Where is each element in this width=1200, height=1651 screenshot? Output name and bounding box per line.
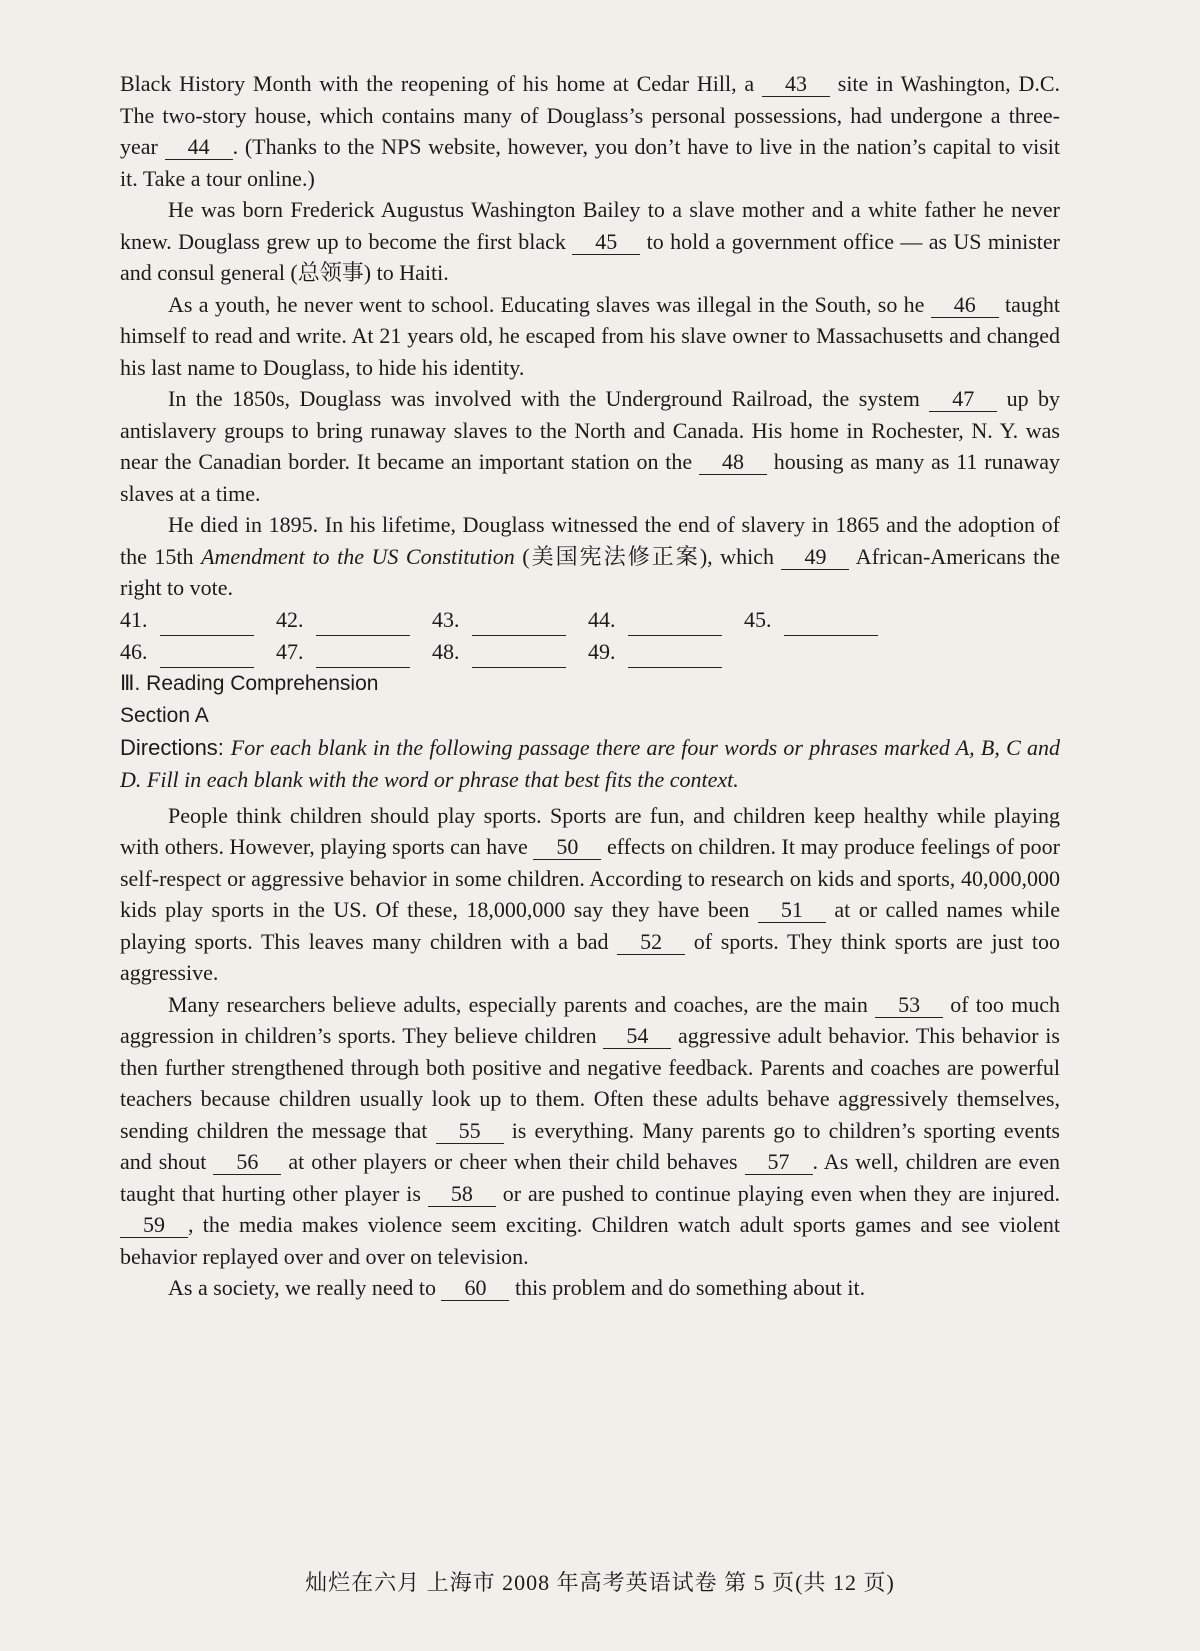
answer-slot — [588, 636, 744, 668]
answer-row-2 — [120, 636, 1060, 668]
text: As a society, we really need to — [168, 1275, 442, 1300]
paragraph-underground-railroad — [120, 383, 1060, 509]
answer-slot — [432, 604, 588, 636]
answer-slot — [588, 604, 744, 636]
blank-52: 52 — [617, 930, 685, 955]
text: . As well, children are even taught that hurting other player is — [120, 1149, 1061, 1206]
answer-number: 49. — [588, 639, 616, 664]
text: He was born Frederick Augustus Washington Bailey to a slave mother and a white father he never knew. Douglass grew up to become the first black — [120, 197, 1060, 254]
answer-line[interactable] — [316, 611, 410, 636]
directions-text: For each blank in the following passage there are four words or phrases marked A, B, C and D. Fill in each blank with the word or phrase that best fits the context. — [120, 734, 1060, 792]
text: up by antislavery groups to bring runaway slaves to the North and Canada. His home in Rochester, N. Y. was near the Canadian border. It became an important station on the — [120, 386, 1061, 474]
blank-47: 47 — [929, 387, 997, 412]
directions-label: Directions: — [120, 734, 231, 760]
text: , the media makes violence seem exciting. Children watch adult sports games and see violent behavior replayed over and over on television. — [120, 1212, 1060, 1269]
answer-number: 45. — [744, 607, 772, 632]
blank-57: 57 — [745, 1150, 813, 1175]
blank-56: 56 — [213, 1150, 281, 1175]
text: to hold a government office — as US minister and consul general (总领事) to Haiti. — [120, 228, 1060, 285]
answer-line[interactable] — [472, 611, 566, 636]
paragraph-douglass-youth — [120, 289, 1060, 384]
blank-50: 50 — [533, 835, 601, 860]
text: or are pushed to continue playing even when they are injured. — [495, 1180, 1061, 1206]
paragraph-sports-intro — [120, 800, 1060, 989]
section-heading: Ⅲ. Reading Comprehension — [120, 671, 379, 695]
paragraph-douglass-birth — [120, 194, 1060, 289]
answer-number: 46. — [120, 639, 148, 664]
page-footer: 灿烂在六月 上海市 2008 年高考英语试卷 第 5 页(共 12 页) — [305, 1570, 895, 1595]
blank-59: 59 — [120, 1213, 188, 1238]
blank-54: 54 — [603, 1024, 671, 1049]
answer-line[interactable] — [160, 643, 254, 668]
text: People think children should play sports. Sports are fun, and children keep healthy while playing with others. However, playing sports can have — [120, 802, 1060, 859]
text: is everything. Many parents go to children’s sporting events and shout — [120, 1117, 1060, 1174]
text: aggressive adult behavior. This behavior is then further strengthened through both positive and negative feedback. Parents and coaches are powerful teachers because children usually look up to them. Often these adults behave aggressively themselves, sending children the message that — [120, 1023, 1060, 1143]
section-subheading: Section A — [120, 703, 209, 727]
answer-line[interactable] — [628, 611, 722, 636]
text: Many researchers believe adults, especially parents and coaches, are the main — [168, 991, 876, 1017]
text: (美国宪法修正案), which — [514, 543, 782, 569]
answer-line[interactable] — [472, 643, 566, 668]
blank-48: 48 — [699, 450, 767, 475]
answer-slot — [120, 604, 276, 636]
blank-60: 60 — [441, 1276, 509, 1301]
text: site in Washington, D.C. The two-story house, which contains many of Douglass’s personal possessions, had undergone a three-year — [120, 71, 1061, 159]
blank-49: 49 — [781, 545, 849, 570]
answer-line[interactable] — [316, 643, 410, 668]
text: of sports. They think sports are just too aggressive. — [120, 928, 1060, 985]
blank-46: 46 — [931, 293, 999, 318]
text: effects on children. It may produce feelings of poor self-respect or aggressive behavior in some children. According to research on kids and sports, 40,000,000 kids play sports in the US. Of these, 18,000,000 say they have been — [120, 834, 1060, 922]
answer-slot — [744, 604, 900, 636]
paragraph-douglass-death — [120, 509, 1060, 604]
answer-slot — [276, 636, 432, 668]
text: at or called names while playing sports. This leaves many children with a bad — [120, 897, 1060, 954]
answer-row-1 — [120, 604, 1060, 636]
italic-text: Amendment to the US Constitution — [201, 543, 515, 569]
text: African-Americans the right to vote. — [120, 543, 1061, 600]
blank-55: 55 — [436, 1119, 504, 1144]
answer-slot — [432, 636, 588, 668]
text: Black History Month with the reopening of his home at Cedar Hill, a — [120, 71, 762, 96]
text: housing as many as 11 runaway slaves at a time. — [120, 449, 1060, 506]
answer-number: 41. — [120, 607, 148, 632]
answer-slot — [120, 636, 276, 668]
text: at other players or cheer when their child behaves — [281, 1149, 745, 1174]
blank-45: 45 — [572, 230, 640, 255]
answer-line[interactable] — [160, 611, 254, 636]
paragraph-society — [120, 1272, 1060, 1304]
text: taught himself to read and write. At 21 years old, he escaped from his slave owner to Massachusetts and changed his last name to Douglass, to hide his identity. — [120, 291, 1060, 380]
text: He died in 1895. In his lifetime, Douglass witnessed the end of slavery in 1865 and the adoption of the 15th — [120, 512, 1060, 569]
answer-number: 47. — [276, 639, 304, 664]
text: this problem and do something about it. — [509, 1275, 866, 1300]
blank-58: 58 — [428, 1182, 496, 1207]
answer-line[interactable] — [784, 611, 878, 636]
answer-slot — [276, 604, 432, 636]
answer-number: 42. — [276, 607, 304, 632]
answer-line[interactable] — [628, 643, 722, 668]
text: As a youth, he never went to school. Educating slaves was illegal in the South, so he — [168, 291, 931, 317]
blank-43: 43 — [762, 72, 830, 97]
blank-44: 44 — [165, 135, 233, 160]
answer-number: 48. — [432, 639, 460, 664]
directions — [120, 732, 1060, 796]
blank-51: 51 — [758, 898, 826, 923]
answer-number: 44. — [588, 607, 616, 632]
text: In the 1850s, Douglass was involved with the Underground Railroad, the system — [168, 386, 930, 411]
text: of too much aggression in children’s sports. They believe children — [120, 991, 1060, 1048]
page-body — [120, 68, 1060, 1304]
paragraph-douglass-home — [120, 68, 1060, 194]
paragraph-researchers — [120, 989, 1060, 1273]
blank-53: 53 — [875, 993, 943, 1018]
answer-number: 43. — [432, 607, 460, 632]
text: . (Thanks to the NPS website, however, you don’t have to live in the nation’s capital to visit it. Take a tour online.) — [120, 134, 1060, 191]
